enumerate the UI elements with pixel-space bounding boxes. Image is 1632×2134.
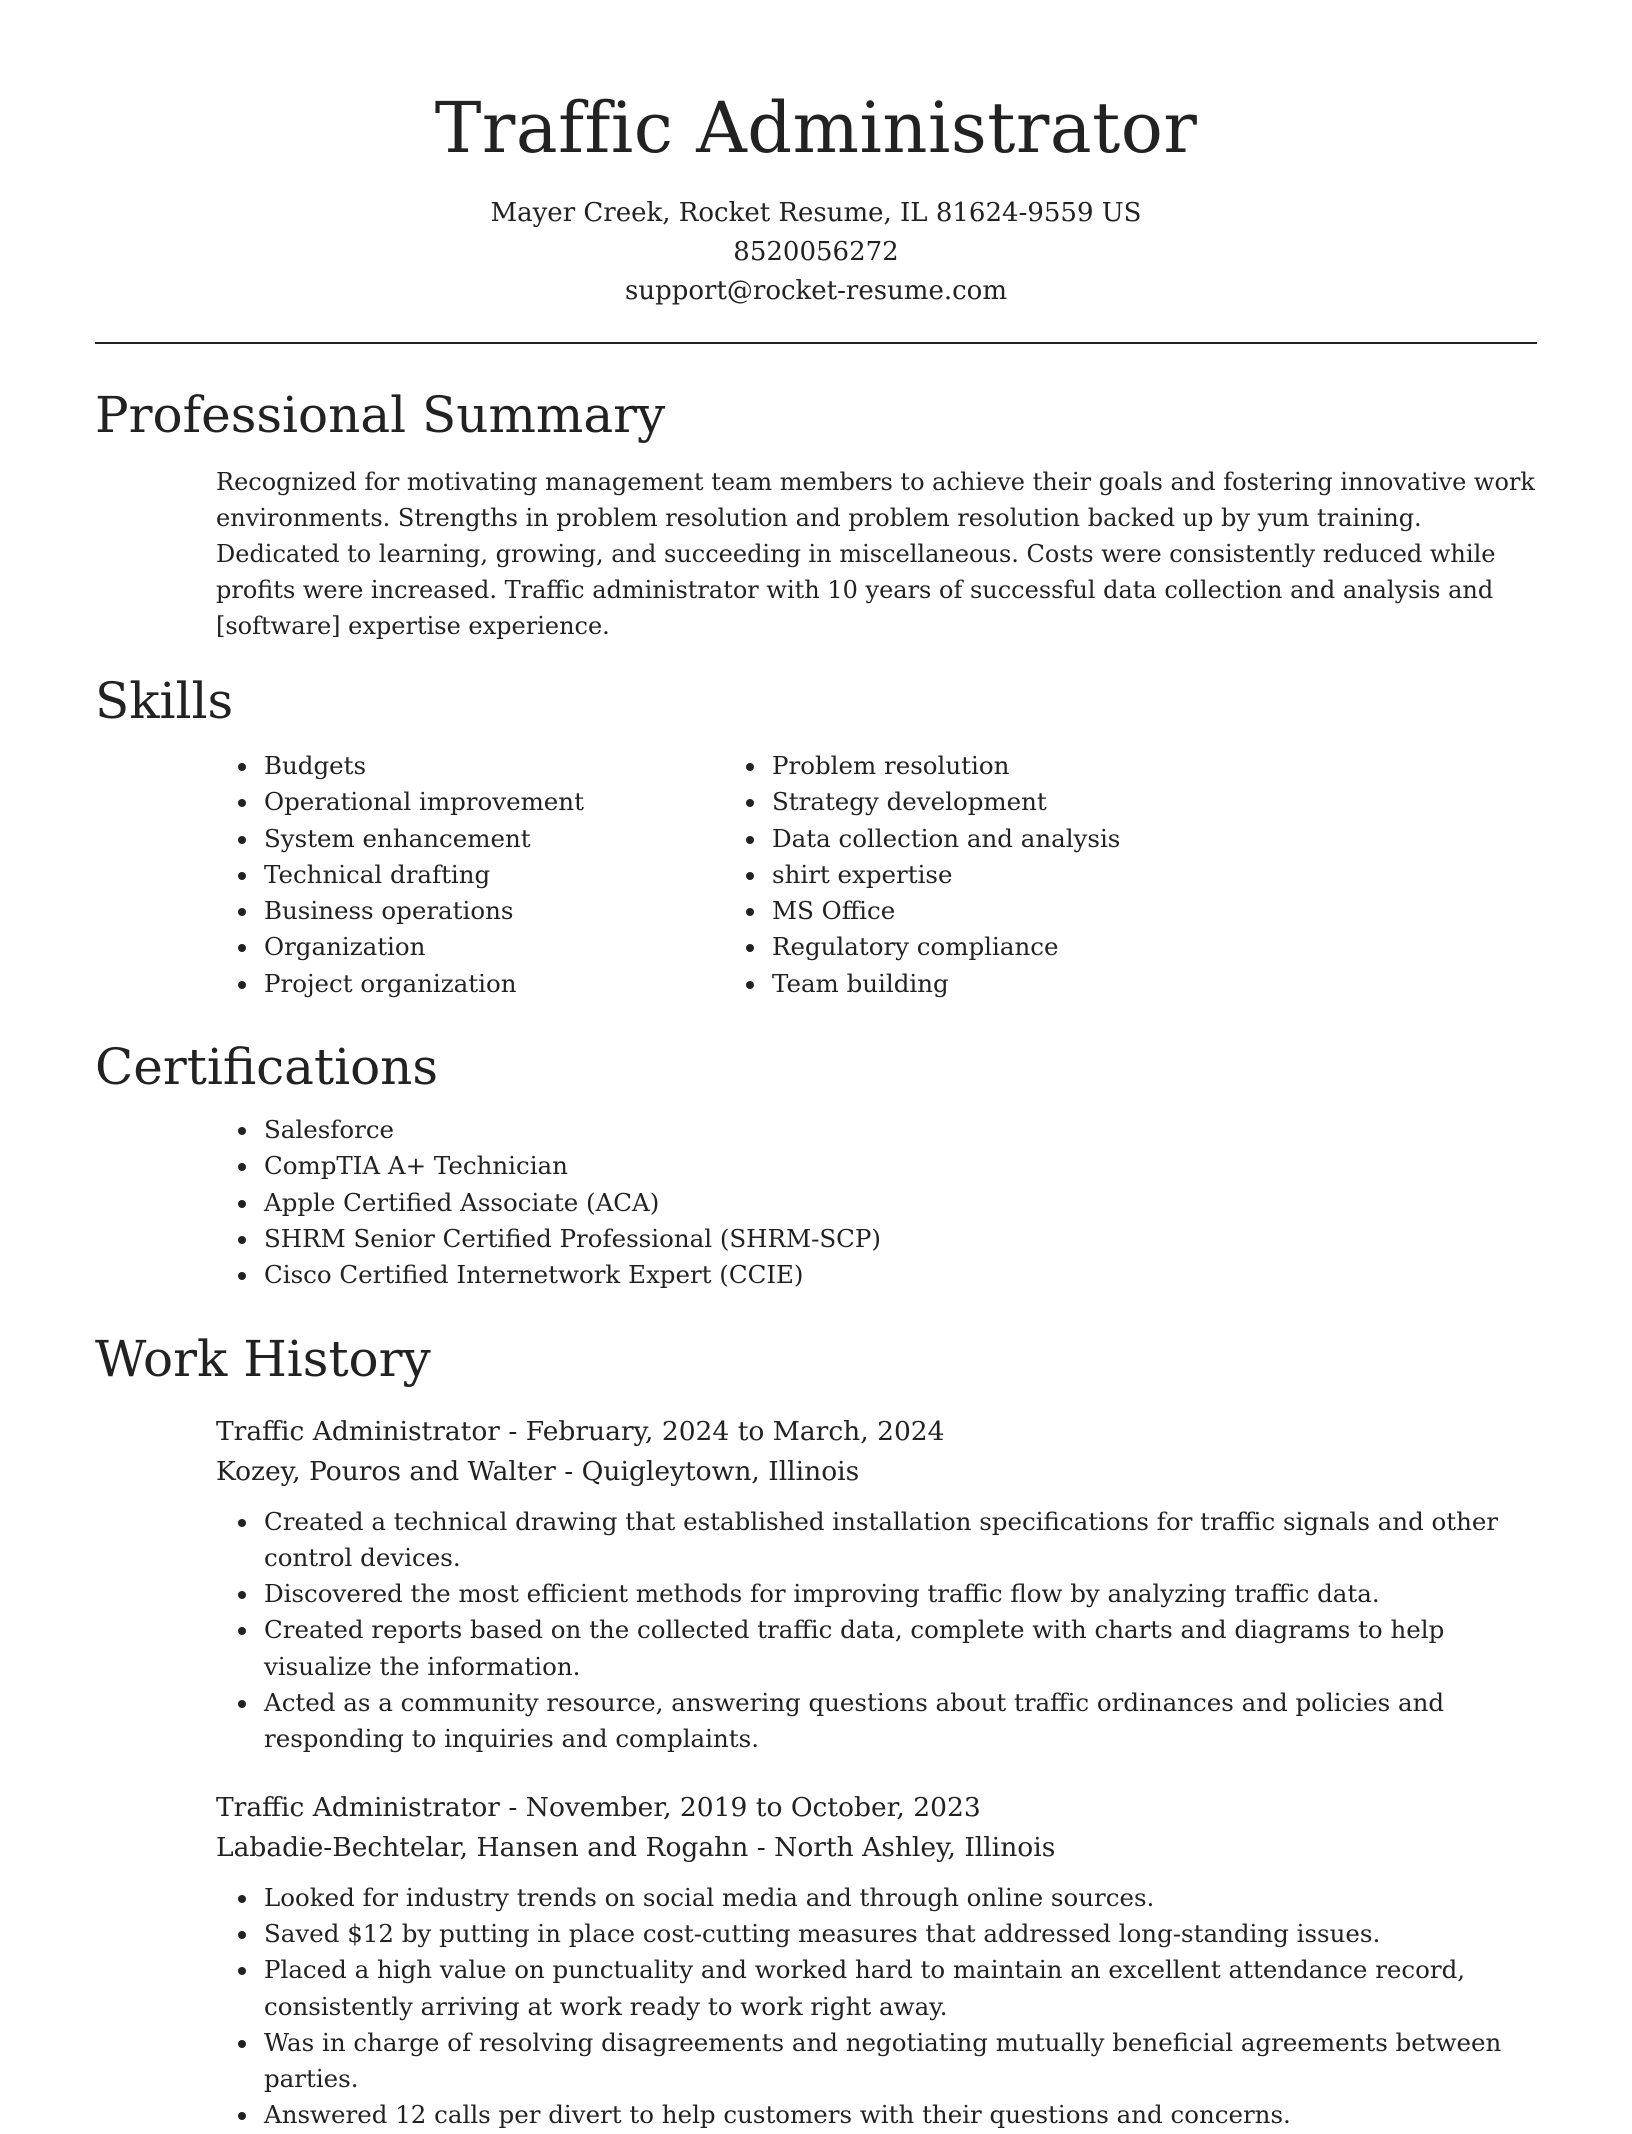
list-item: • Acted as a community resource, answering questions about traffic ordinances and policies and responding to inquiries and complaints. (260, 1685, 1537, 1758)
work-history-section (95, 1324, 1537, 2134)
job-bullets (216, 1504, 1537, 1758)
list-item: • Salesforce (260, 1112, 1537, 1148)
job-company: Kozey, Pouros and Walter (216, 1455, 556, 1487)
list-item: • Budgets (260, 748, 745, 784)
list-item: • SHRM Senior Certified Professional (SHRM-SCP) (260, 1221, 1537, 1257)
job-company-line (216, 1452, 1537, 1492)
summary-text: Recognized for motivating management team members to achieve their goals and fostering innovative work environments. Strengths in problem resolution and problem resolution backed up by yum training. Dedicated to learning, growing, and succeeding in miscellaneous. Costs were consistently reduced while profits were increased. Traffic administrator with 10 years of successful data collection and analysis and [software] expertise experience. (216, 468, 1535, 640)
skills-section (95, 666, 1537, 1002)
list-item: • Regulatory compliance (768, 929, 1120, 965)
work-history-heading: Work History (95, 1329, 431, 1388)
certifications-list (95, 1112, 1537, 1293)
jobs-list (95, 1412, 1537, 2134)
job-entry (216, 1412, 1537, 1758)
skills-heading: Skills (95, 672, 234, 730)
list-item: • Answered 12 calls per divert to help customers with their questions and concerns. (260, 2097, 1537, 2133)
resume-header (0, 0, 1632, 311)
skills-list-left (95, 748, 745, 1002)
list-item: • Data collection and analysis (768, 821, 1120, 857)
job-dates: - February, 2024 to March, 2024 (499, 1415, 945, 1447)
job-bullets (216, 1880, 1537, 2134)
certifications-block (95, 1112, 1537, 1293)
job-role: Traffic Administrator (216, 1791, 500, 1823)
list-item: • Created a technical drawing that established installation specifications for traffic signals and other control devices. (260, 1504, 1537, 1577)
list-item: • Strategy development (768, 784, 1120, 820)
list-item: • Created reports based on the collected traffic data, complete with charts and diagrams to help visualize the information. (260, 1612, 1537, 1685)
resume-body (95, 380, 1537, 2134)
list-item: • Looked for industry trends on social media and through online sources. (260, 1880, 1537, 1916)
certifications-section (95, 1032, 1537, 1293)
job-company-line (216, 1828, 1537, 1868)
list-item: • Saved $12 by putting in place cost-cutting measures that addressed long-standing issues. (260, 1916, 1537, 1952)
list-item: • Apple Certified Associate (ACA) (260, 1185, 1537, 1221)
summary-heading: Professional Summary (95, 386, 666, 444)
skills-list-right (745, 748, 1120, 1002)
job-title-line (216, 1788, 1537, 1828)
list-item: • MS Office (768, 893, 1120, 929)
list-item: • CompTIA A+ Technician (260, 1148, 1537, 1184)
list-item: • Project organization (260, 966, 745, 1002)
list-item: • Placed a high value on punctuality and worked hard to maintain an excellent attendance record, consistently arriving at work ready to work right away. (260, 1952, 1537, 2025)
contact-block (0, 194, 1632, 311)
list-item: • Discovered the most efficient methods for improving traffic flow by analyzing traffic data. (260, 1576, 1537, 1612)
email: support@rocket-resume.com (624, 276, 1007, 306)
phone: 8520056272 (733, 237, 899, 267)
skills-columns (95, 748, 1537, 1002)
candidate-title: Traffic Administrator (434, 87, 1198, 169)
job-role: Traffic Administrator (216, 1415, 500, 1447)
header-divider (95, 342, 1537, 344)
job-title-line (216, 1412, 1537, 1452)
list-item: • System enhancement (260, 821, 745, 857)
job-entry (216, 1788, 1537, 2134)
certifications-heading: Certifications (95, 1038, 439, 1097)
summary-section (95, 380, 1537, 644)
job-location: - Quigleytown, Illinois (555, 1455, 860, 1487)
list-item: • Team building (768, 966, 1120, 1002)
address: Mayer Creek, Rocket Resume, IL 81624-9559 US (490, 198, 1142, 228)
list-item: • Was in charge of resolving disagreements and negotiating mutually beneficial agreements between parties. (260, 2025, 1537, 2098)
list-item: • Cisco Certified Internetwork Expert (CCIE) (260, 1257, 1537, 1293)
job-dates: - November, 2019 to October, 2023 (499, 1791, 981, 1823)
job-location: - North Ashley, Illinois (748, 1831, 1056, 1863)
job-company: Labadie-Bechtelar, Hansen and Rogahn (216, 1831, 749, 1863)
list-item: • Problem resolution (768, 748, 1120, 784)
list-item: • Operational improvement (260, 784, 745, 820)
list-item: • Business operations (260, 893, 745, 929)
list-item: • Organization (260, 929, 745, 965)
list-item: • shirt expertise (768, 857, 1120, 893)
list-item: • Technical drafting (260, 857, 745, 893)
